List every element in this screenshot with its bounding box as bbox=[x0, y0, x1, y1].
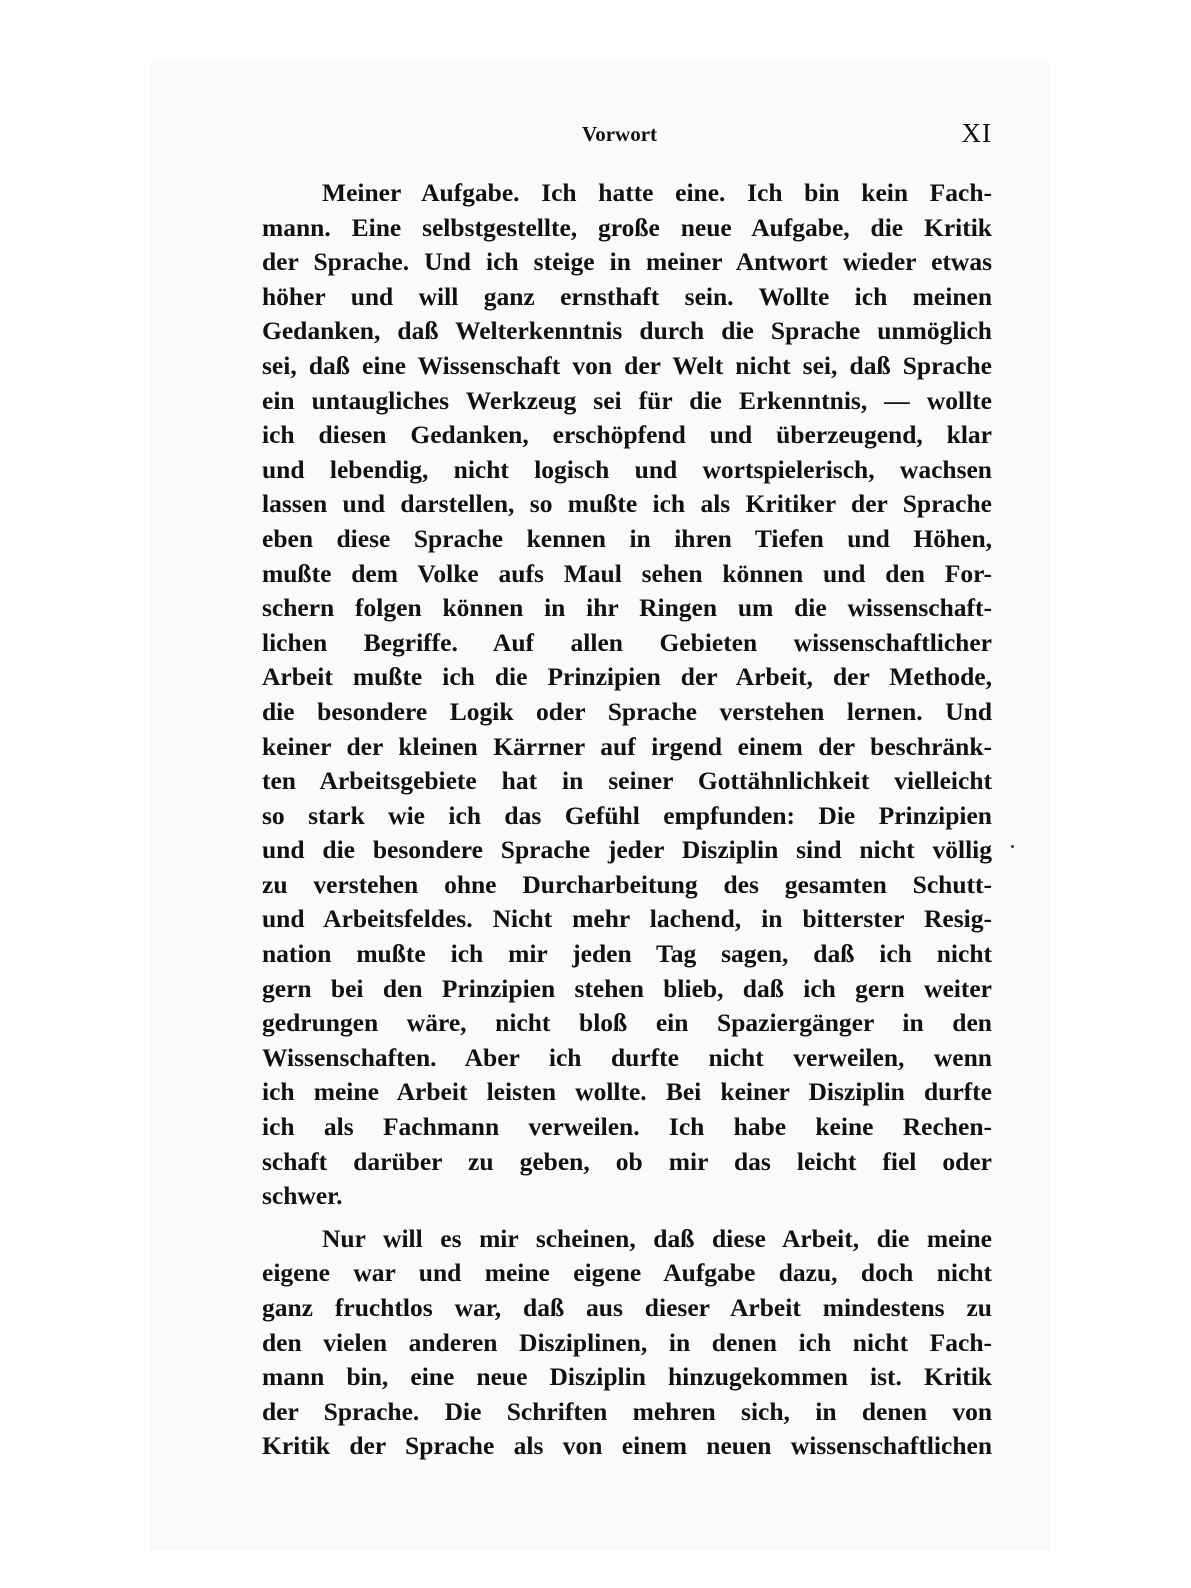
text-line: gern bei den Prinzipien stehen blieb, daß ich gern weiter bbox=[262, 973, 992, 1003]
text-line: Arbeit mußte ich die Prinzipien der Arbeit, der Methode, bbox=[262, 662, 992, 692]
text-line: lichen Begriffe. Auf allen Gebieten wissenschaftlicher bbox=[262, 627, 992, 657]
text-line: ich meine Arbeit leisten wollte. Bei keiner Disziplin durfte bbox=[262, 1077, 992, 1107]
text-line: ich diesen Gedanken, erschöpfend und überzeugend, klar bbox=[262, 420, 992, 450]
text-line: Nur will es mir scheinen, daß diese Arbeit, die meine bbox=[322, 1223, 992, 1253]
text-line: keiner der kleinen Kärrner auf irgend einem der beschränk- bbox=[262, 731, 992, 761]
page-header bbox=[262, 120, 992, 156]
text-line: so stark wie ich das Gefühl empfunden: Die Prinzipien bbox=[262, 800, 992, 830]
text-line: Gedanken, daß Welterkenntnis durch die Sprache unmöglich bbox=[262, 316, 992, 346]
text-line: gedrungen wäre, nicht bloß ein Spaziergänger in den bbox=[262, 1008, 992, 1038]
text-line: sei, daß eine Wissenschaft von der Welt nicht sei, daß Sprache bbox=[262, 350, 992, 380]
text-line: mann bin, eine neue Disziplin hinzugekommen ist. Kritik bbox=[262, 1362, 992, 1392]
text-line: zu verstehen ohne Durcharbeitung des gesamten Schutt- bbox=[262, 869, 992, 899]
paragraph-gap bbox=[262, 1214, 992, 1222]
text-line: der Sprache. Und ich steige in meiner Antwort wieder etwas bbox=[262, 247, 992, 277]
text-line: schwer. bbox=[262, 1181, 343, 1211]
text-line: den vielen anderen Disziplinen, in denen ich nicht Fach- bbox=[262, 1327, 992, 1357]
text-line: Meiner Aufgabe. Ich hatte eine. Ich bin kein Fach- bbox=[322, 178, 992, 207]
text-line: und Arbeitsfeldes. Nicht mehr lachend, in bitterster Resig- bbox=[262, 904, 992, 934]
text-line: nation mußte ich mir jeden Tag sagen, daß ich nicht bbox=[262, 939, 992, 969]
text-line: mann. Eine selbstgestellte, große neue Aufgabe, die Kritik bbox=[262, 212, 992, 242]
text-line: und die besondere Sprache jeder Disziplin sind nicht völlig bbox=[262, 835, 992, 865]
text-line: mußte dem Volke aufs Maul sehen können und den For- bbox=[262, 558, 992, 588]
text-line: eben diese Sprache kennen in ihren Tiefen und Höhen, bbox=[262, 523, 992, 553]
text-line: ganz fruchtlos war, daß aus dieser Arbeit mindestens zu bbox=[262, 1293, 992, 1322]
text-line: schaft darüber zu geben, ob mir das leicht fiel oder bbox=[262, 1146, 992, 1176]
ink-speck bbox=[1011, 845, 1014, 848]
page-number: XI bbox=[961, 118, 992, 148]
text-line: ten Arbeitsgebiete hat in seiner Gottähnlichkeit vielleicht bbox=[262, 766, 992, 796]
text-line: lassen und darstellen, so mußte ich als Kritiker der Sprache bbox=[262, 489, 992, 519]
text-line: eigene war und meine eigene Aufgabe dazu, doch nicht bbox=[262, 1258, 992, 1288]
text-line: ein untaugliches Werkzeug sei für die Erkenntnis, — wollte bbox=[262, 385, 992, 415]
paragraph bbox=[262, 1222, 992, 1464]
text-line: schern folgen können in ihr Ringen um die wissenschaft- bbox=[262, 593, 992, 623]
text-line: Kritik der Sprache als von einem neuen wissenschaftlichen bbox=[262, 1431, 992, 1461]
text-line: höher und will ganz ernsthaft sein. Wollte ich meinen bbox=[262, 281, 992, 311]
text-line: die besondere Logik oder Sprache verstehen lernen. Und bbox=[262, 696, 992, 726]
paragraph bbox=[262, 176, 992, 1214]
text-line: ich als Fachmann verweilen. Ich habe keine Rechen- bbox=[262, 1112, 992, 1142]
text-line: und lebendig, nicht logisch und wortspielerisch, wachsen bbox=[262, 454, 992, 484]
running-head: Vorwort bbox=[582, 122, 658, 146]
text-line: der Sprache. Die Schriften mehren sich, in denen von bbox=[262, 1396, 992, 1426]
text-line: Wissenschaften. Aber ich durfte nicht verweilen, wenn bbox=[262, 1042, 992, 1072]
body-text bbox=[262, 176, 992, 1464]
